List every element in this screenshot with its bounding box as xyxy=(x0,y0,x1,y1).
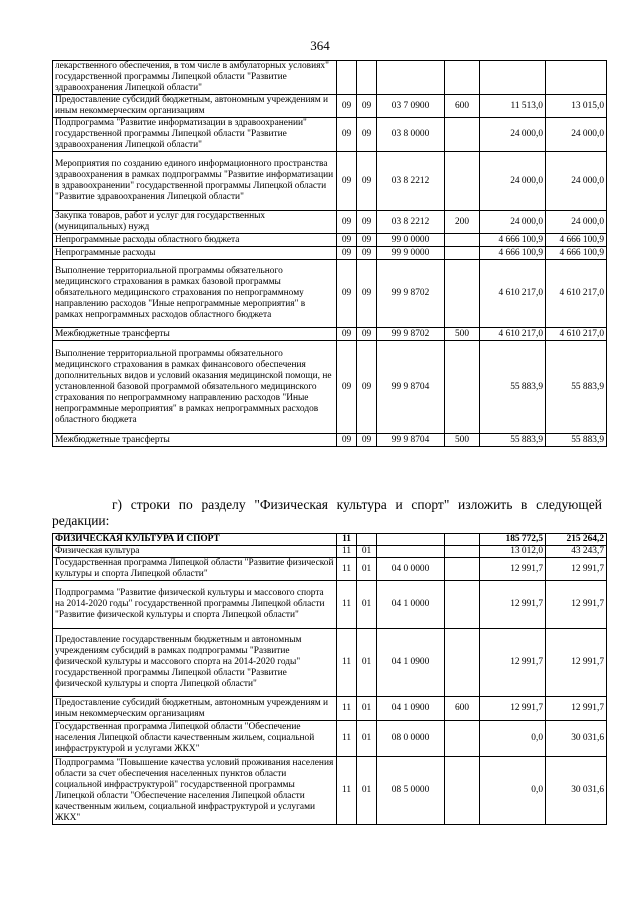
target-article-code xyxy=(377,546,445,558)
target-article-code xyxy=(377,61,445,95)
subsection-code: 09 xyxy=(357,152,377,211)
target-article-code: 04 0 0000 xyxy=(377,558,445,581)
amount-year-2: 43 243,7 xyxy=(546,546,607,558)
target-article-code: 99 9 8704 xyxy=(377,434,445,447)
amount-year-1: 4 666 100,9 xyxy=(480,247,546,260)
target-article-code: 04 1 0900 xyxy=(377,629,445,697)
target-article-code: 03 7 0900 xyxy=(377,95,445,118)
expense-type-code xyxy=(445,247,480,260)
row-label: Государственная программа Липецкой области "Обеспечение населения Липецкой области качественным жильем, социальной инфраструктурой и услугами ЖКХ" xyxy=(53,721,337,757)
target-article-code: 99 9 0000 xyxy=(377,247,445,260)
row-label: Выполнение территориальной программы обязательного медицинского страхования в рамках базовой программы обязательного медицинского страхования по непрограммному направлению расходов "Иные непрограммные мероприятия" в рамках непрограммных расходов областного бюджета xyxy=(53,260,337,328)
amount-year-2: 24 000,0 xyxy=(546,152,607,211)
table-row xyxy=(53,534,607,546)
target-article-code: 08 5 0000 xyxy=(377,757,445,825)
expense-type-code: 500 xyxy=(445,328,480,341)
row-label: Мероприятия по созданию единого информационного пространства здравоохранения в рамках подпрограммы "Развитие информатизации в здравоохранении" государственной программы Липецкой области "Развитие здравоохранения Липецкой области" xyxy=(53,152,337,211)
section-code: 11 xyxy=(337,697,357,721)
section-code: 11 xyxy=(337,721,357,757)
expense-type-code xyxy=(445,118,480,152)
amount-year-2: 4 610 217,0 xyxy=(546,260,607,328)
table-row xyxy=(53,260,607,328)
expense-type-code xyxy=(445,721,480,757)
subsection-code: 01 xyxy=(357,581,377,629)
amount-year-2: 12 991,7 xyxy=(546,629,607,697)
amount-year-2: 55 883,9 xyxy=(546,434,607,447)
subsection-code: 01 xyxy=(357,697,377,721)
expense-type-code: 600 xyxy=(445,95,480,118)
table-row xyxy=(53,434,607,447)
table-row xyxy=(53,697,607,721)
subsection-code: 09 xyxy=(357,234,377,247)
subsection-code: 01 xyxy=(357,721,377,757)
amount-year-2: 12 991,7 xyxy=(546,558,607,581)
table-row xyxy=(53,721,607,757)
expense-type-code: 500 xyxy=(445,434,480,447)
amount-year-1: 55 883,9 xyxy=(480,434,546,447)
table-row xyxy=(53,328,607,341)
section-code: 09 xyxy=(337,260,357,328)
section-code: 09 xyxy=(337,211,357,234)
target-article-code: 04 1 0900 xyxy=(377,697,445,721)
expense-type-code xyxy=(445,546,480,558)
row-label: Непрограммные расходы xyxy=(53,247,337,260)
amount-year-2 xyxy=(546,61,607,95)
target-article-code: 99 9 8702 xyxy=(377,328,445,341)
subsection-code: 09 xyxy=(357,118,377,152)
amount-year-1: 0,0 xyxy=(480,757,546,825)
section-code xyxy=(337,61,357,95)
expense-type-code xyxy=(445,61,480,95)
subsection-code: 09 xyxy=(357,341,377,434)
subsection-code xyxy=(357,534,377,546)
target-article-code: 04 1 0000 xyxy=(377,581,445,629)
budget-table-health xyxy=(52,60,607,447)
table-row xyxy=(53,118,607,152)
section-instruction: г) строки по разделу "Физическая культура и спорт" изложить в следующей xyxy=(112,497,602,512)
amount-year-1: 13 012,0 xyxy=(480,546,546,558)
expense-type-code xyxy=(445,558,480,581)
section-code: 11 xyxy=(337,757,357,825)
subsection-code: 09 xyxy=(357,211,377,234)
amount-year-2: 24 000,0 xyxy=(546,118,607,152)
amount-year-2: 30 031,6 xyxy=(546,721,607,757)
row-label: Подпрограмма "Развитие физической культуры и массового спорта на 2014-2020 годы" государственной программы Липецкой области "Развитие физической культуры и спорта Липецкой области" xyxy=(53,581,337,629)
section-code: 09 xyxy=(337,247,357,260)
section-code: 09 xyxy=(337,152,357,211)
subsection-code: 01 xyxy=(357,629,377,697)
amount-year-2: 13 015,0 xyxy=(546,95,607,118)
table-row xyxy=(53,234,607,247)
expense-type-code xyxy=(445,757,480,825)
amount-year-1: 12 991,7 xyxy=(480,558,546,581)
subsection-code: 01 xyxy=(357,558,377,581)
subsection-code: 09 xyxy=(357,434,377,447)
section-code: 11 xyxy=(337,534,357,546)
section-code: 09 xyxy=(337,328,357,341)
expense-type-code xyxy=(445,234,480,247)
subsection-code: 01 xyxy=(357,546,377,558)
row-label: Подпрограмма "Развитие информатизации в здравоохранении" государственной программы Липецкой области "Развитие здравоохранения Липецкой области" xyxy=(53,118,337,152)
table-row xyxy=(53,546,607,558)
expense-type-code xyxy=(445,534,480,546)
section-code: 11 xyxy=(337,546,357,558)
table-row xyxy=(53,211,607,234)
amount-year-1: 4 610 217,0 xyxy=(480,260,546,328)
table-row xyxy=(53,95,607,118)
target-article-code: 99 9 8702 xyxy=(377,260,445,328)
amount-year-2: 4 666 100,9 xyxy=(546,234,607,247)
table-row xyxy=(53,152,607,211)
page-number: 364 xyxy=(310,38,330,53)
row-label: Предоставление государственным бюджетным и автономным учреждениям субсидий в рамках подпрограммы "Развитие физической культуры и массового спорта на 2014-2020 годы" государственной программы Липецкой области "Развитие физической культуры и спорта Липецкой области" xyxy=(53,629,337,697)
table-row xyxy=(53,757,607,825)
row-label: Межбюджетные трансферты xyxy=(53,328,337,341)
amount-year-2: 30 031,6 xyxy=(546,757,607,825)
row-label: Предоставление субсидий бюджетным, автономным учреждениям и иным некоммерческим организациям xyxy=(53,95,337,118)
expense-type-code: 600 xyxy=(445,697,480,721)
amount-year-1: 24 000,0 xyxy=(480,118,546,152)
amount-year-2: 55 883,9 xyxy=(546,341,607,434)
subsection-code: 09 xyxy=(357,260,377,328)
table-row xyxy=(53,61,607,95)
amount-year-1: 12 991,7 xyxy=(480,629,546,697)
amount-year-1 xyxy=(480,61,546,95)
target-article-code: 08 0 0000 xyxy=(377,721,445,757)
subsection-code xyxy=(357,61,377,95)
section-code: 09 xyxy=(337,434,357,447)
amount-year-1: 24 000,0 xyxy=(480,152,546,211)
amount-year-1: 0,0 xyxy=(480,721,546,757)
amount-year-1: 12 991,7 xyxy=(480,581,546,629)
expense-type-code xyxy=(445,341,480,434)
table-row xyxy=(53,581,607,629)
target-article-code: 03 8 0000 xyxy=(377,118,445,152)
budget-table-sport xyxy=(52,533,607,825)
row-label: Государственная программа Липецкой области "Развитие физической культуры и спорта Липецкой области" xyxy=(53,558,337,581)
target-article-code: 03 8 2212 xyxy=(377,152,445,211)
amount-year-2: 4 666 100,9 xyxy=(546,247,607,260)
expense-type-code xyxy=(445,152,480,211)
row-label: Подпрограмма "Повышение качества условий проживания населения области за счет обеспечения населенных пунктов области социальной инфраструктурой" государственной программы Липецкой области "Обеспечение населения Липецкой области качественным жильем, социальной инфраструктурой и услугами ЖКХ" xyxy=(53,757,337,825)
section-code: 09 xyxy=(337,341,357,434)
amount-year-1: 12 991,7 xyxy=(480,697,546,721)
amount-year-1: 4 666 100,9 xyxy=(480,234,546,247)
table-row xyxy=(53,558,607,581)
target-article-code: 03 8 2212 xyxy=(377,211,445,234)
amount-year-1: 24 000,0 xyxy=(480,211,546,234)
expense-type-code: 200 xyxy=(445,211,480,234)
amount-year-2: 12 991,7 xyxy=(546,581,607,629)
amount-year-1: 4 610 217,0 xyxy=(480,328,546,341)
expense-type-code xyxy=(445,581,480,629)
row-label: ФИЗИЧЕСКАЯ КУЛЬТУРА И СПОРТ xyxy=(53,534,337,546)
section-code: 11 xyxy=(337,581,357,629)
amount-year-2: 215 264,2 xyxy=(546,534,607,546)
row-label: Межбюджетные трансферты xyxy=(53,434,337,447)
target-article-code xyxy=(377,534,445,546)
row-label: Предоставление субсидий бюджетным, автономным учреждениям и иным некоммерческим организациям xyxy=(53,697,337,721)
table-row xyxy=(53,247,607,260)
row-label: Закупка товаров, работ и услуг для государственных (муниципальных) нужд xyxy=(53,211,337,234)
amount-year-1: 55 883,9 xyxy=(480,341,546,434)
section-code: 09 xyxy=(337,234,357,247)
row-label: Физическая культура xyxy=(53,546,337,558)
amount-year-2: 12 991,7 xyxy=(546,697,607,721)
row-label: Выполнение территориальной программы обязательного медицинского страхования в рамках финансового обеспечения дополнительных видов и условий оказания медицинской помощи, не установленной базовой программой обязательного медицинского страхования по непрограммному направлению расходов "Иные непрограммные мероприятия" в рамках непрограммных расходов областного бюджета xyxy=(53,341,337,434)
amount-year-1: 11 513,0 xyxy=(480,95,546,118)
target-article-code: 99 0 0000 xyxy=(377,234,445,247)
section-code: 09 xyxy=(337,118,357,152)
subsection-code: 01 xyxy=(357,757,377,825)
section-code: 11 xyxy=(337,558,357,581)
subsection-code: 09 xyxy=(357,328,377,341)
amount-year-2: 24 000,0 xyxy=(546,211,607,234)
expense-type-code xyxy=(445,260,480,328)
row-label: Непрограммные расходы областного бюджета xyxy=(53,234,337,247)
section-instruction-cont: редакции: xyxy=(52,513,110,528)
table-row xyxy=(53,341,607,434)
table-row xyxy=(53,629,607,697)
subsection-code: 09 xyxy=(357,95,377,118)
expense-type-code xyxy=(445,629,480,697)
section-code: 11 xyxy=(337,629,357,697)
row-label: лекарственного обеспечения, в том числе в амбулаторных условиях" государственной программы Липецкой области "Развитие здравоохранения Липецкой области" xyxy=(53,61,337,95)
subsection-code: 09 xyxy=(357,247,377,260)
amount-year-2: 4 610 217,0 xyxy=(546,328,607,341)
target-article-code: 99 9 8704 xyxy=(377,341,445,434)
amount-year-1: 185 772,5 xyxy=(480,534,546,546)
section-code: 09 xyxy=(337,95,357,118)
